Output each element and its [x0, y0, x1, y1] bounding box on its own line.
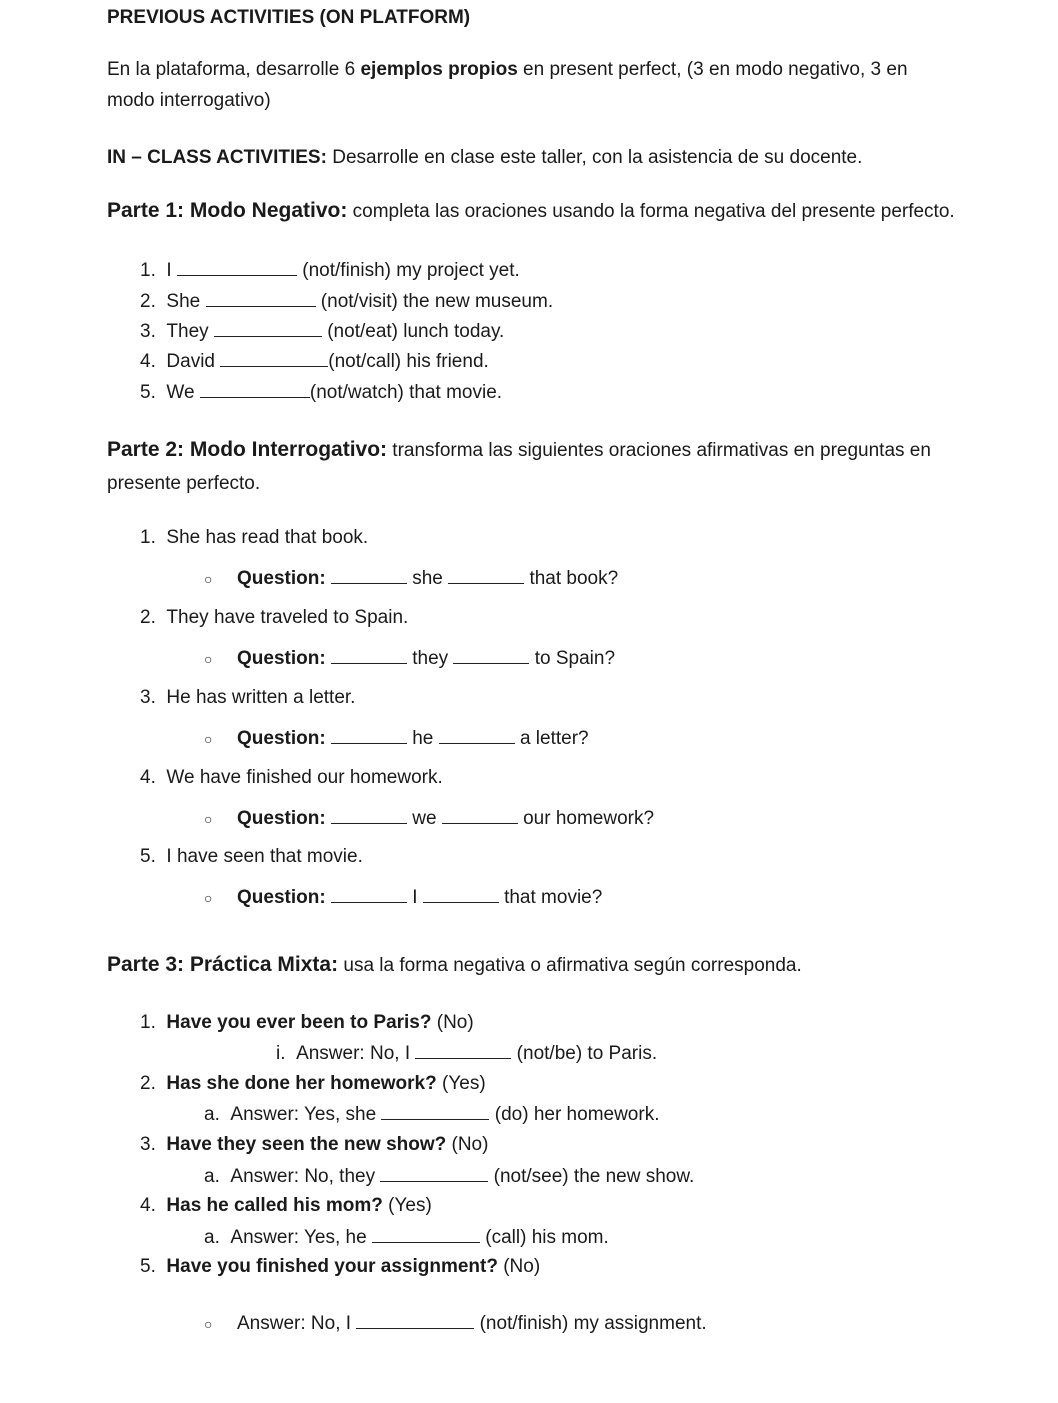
part1-item: 3. They (not/eat) lunch today. — [140, 321, 505, 342]
answer-blank[interactable] — [442, 806, 518, 824]
answer-blank[interactable] — [331, 726, 407, 744]
circle-bullet-icon: ○ — [204, 811, 213, 827]
answer-blank[interactable] — [220, 349, 328, 367]
part2-question: Question: I that movie? — [237, 887, 603, 908]
part2-sentence: 3. He has written a letter. — [140, 687, 356, 708]
part2-question: Question: we our homework? — [237, 808, 655, 829]
part1-heading-line: Parte 1: Modo Negativo: completa las oraciones usando la forma negativa del presente perfecto. — [107, 199, 955, 222]
part2-question: Question: he a letter? — [237, 728, 589, 749]
answer-blank[interactable] — [372, 1225, 480, 1243]
part3-question: 1. Have you ever been to Paris? (No) — [140, 1012, 474, 1033]
answer-blank[interactable] — [200, 380, 310, 398]
answer-blank[interactable] — [356, 1311, 474, 1329]
previous-title: PREVIOUS ACTIVITIES (ON PLATFORM) — [107, 7, 471, 28]
answer-blank[interactable] — [214, 319, 322, 337]
answer-blank[interactable] — [331, 806, 407, 824]
answer-blank[interactable] — [448, 566, 524, 584]
part1-item: 4. David (not/call) his friend. — [140, 351, 489, 372]
part3-answer: a. Answer: No, they (not/see) the new show. — [204, 1166, 695, 1187]
part1-item: 2. She (not/visit) the new museum. — [140, 291, 554, 312]
part3-question: 2. Has she done her homework? (Yes) — [140, 1073, 486, 1094]
circle-bullet-icon: ○ — [204, 571, 213, 587]
answer-blank[interactable] — [381, 1102, 489, 1120]
part3-answer: a. Answer: Yes, she (do) her homework. — [204, 1104, 660, 1125]
answer-blank[interactable] — [415, 1041, 511, 1059]
answer-blank[interactable] — [331, 885, 407, 903]
part3-heading-line: Parte 3: Práctica Mixta: usa la forma negativa o afirmativa según corresponda. — [107, 953, 802, 976]
part3-answer: i. Answer: No, I (not/be) to Paris. — [276, 1043, 658, 1064]
part2-sentence: 4. We have finished our homework. — [140, 767, 443, 788]
circle-bullet-icon: ○ — [204, 890, 213, 906]
part3-answer: a. Answer: Yes, he (call) his mom. — [204, 1227, 609, 1248]
circle-bullet-icon: ○ — [204, 1316, 213, 1332]
part2-question: Question: she that book? — [237, 568, 619, 589]
part3-answer: Answer: No, I (not/finish) my assignment. — [237, 1313, 707, 1334]
part1-item: 5. We (not/watch) that movie. — [140, 382, 503, 403]
previous-line-2: modo interrogativo) — [107, 90, 271, 111]
part3-question: 5. Have you finished your assignment? (No) — [140, 1256, 541, 1277]
part1-item: 1. I (not/finish) my project yet. — [140, 260, 520, 281]
part2-heading-line: Parte 2: Modo Interrogativo: transforma las siguientes oraciones afirmativas en preguntas en — [107, 438, 931, 461]
answer-blank[interactable] — [331, 566, 407, 584]
part3-question: 3. Have they seen the new show? (No) — [140, 1134, 489, 1155]
answer-blank[interactable] — [439, 726, 515, 744]
part3-question: 4. Has he called his mom? (Yes) — [140, 1195, 432, 1216]
part2-sentence: 2. They have traveled to Spain. — [140, 607, 409, 628]
part2-instruction-2: presente perfecto. — [107, 473, 261, 494]
circle-bullet-icon: ○ — [204, 731, 213, 747]
answer-blank[interactable] — [177, 258, 297, 276]
answer-blank[interactable] — [206, 289, 316, 307]
circle-bullet-icon: ○ — [204, 651, 213, 667]
part2-sentence: 5. I have seen that movie. — [140, 846, 363, 867]
answer-blank[interactable] — [380, 1164, 488, 1182]
part2-sentence: 1. She has read that book. — [140, 527, 369, 548]
inclass-line: IN – CLASS ACTIVITIES: Desarrolle en clase este taller, con la asistencia de su docente. — [107, 147, 863, 168]
answer-blank[interactable] — [423, 885, 499, 903]
answer-blank[interactable] — [331, 646, 407, 664]
part2-question: Question: they to Spain? — [237, 648, 616, 669]
previous-line-1: En la plataforma, desarrolle 6 ejemplos propios en present perfect, (3 en modo negativo, 3 en — [107, 59, 908, 80]
answer-blank[interactable] — [453, 646, 529, 664]
